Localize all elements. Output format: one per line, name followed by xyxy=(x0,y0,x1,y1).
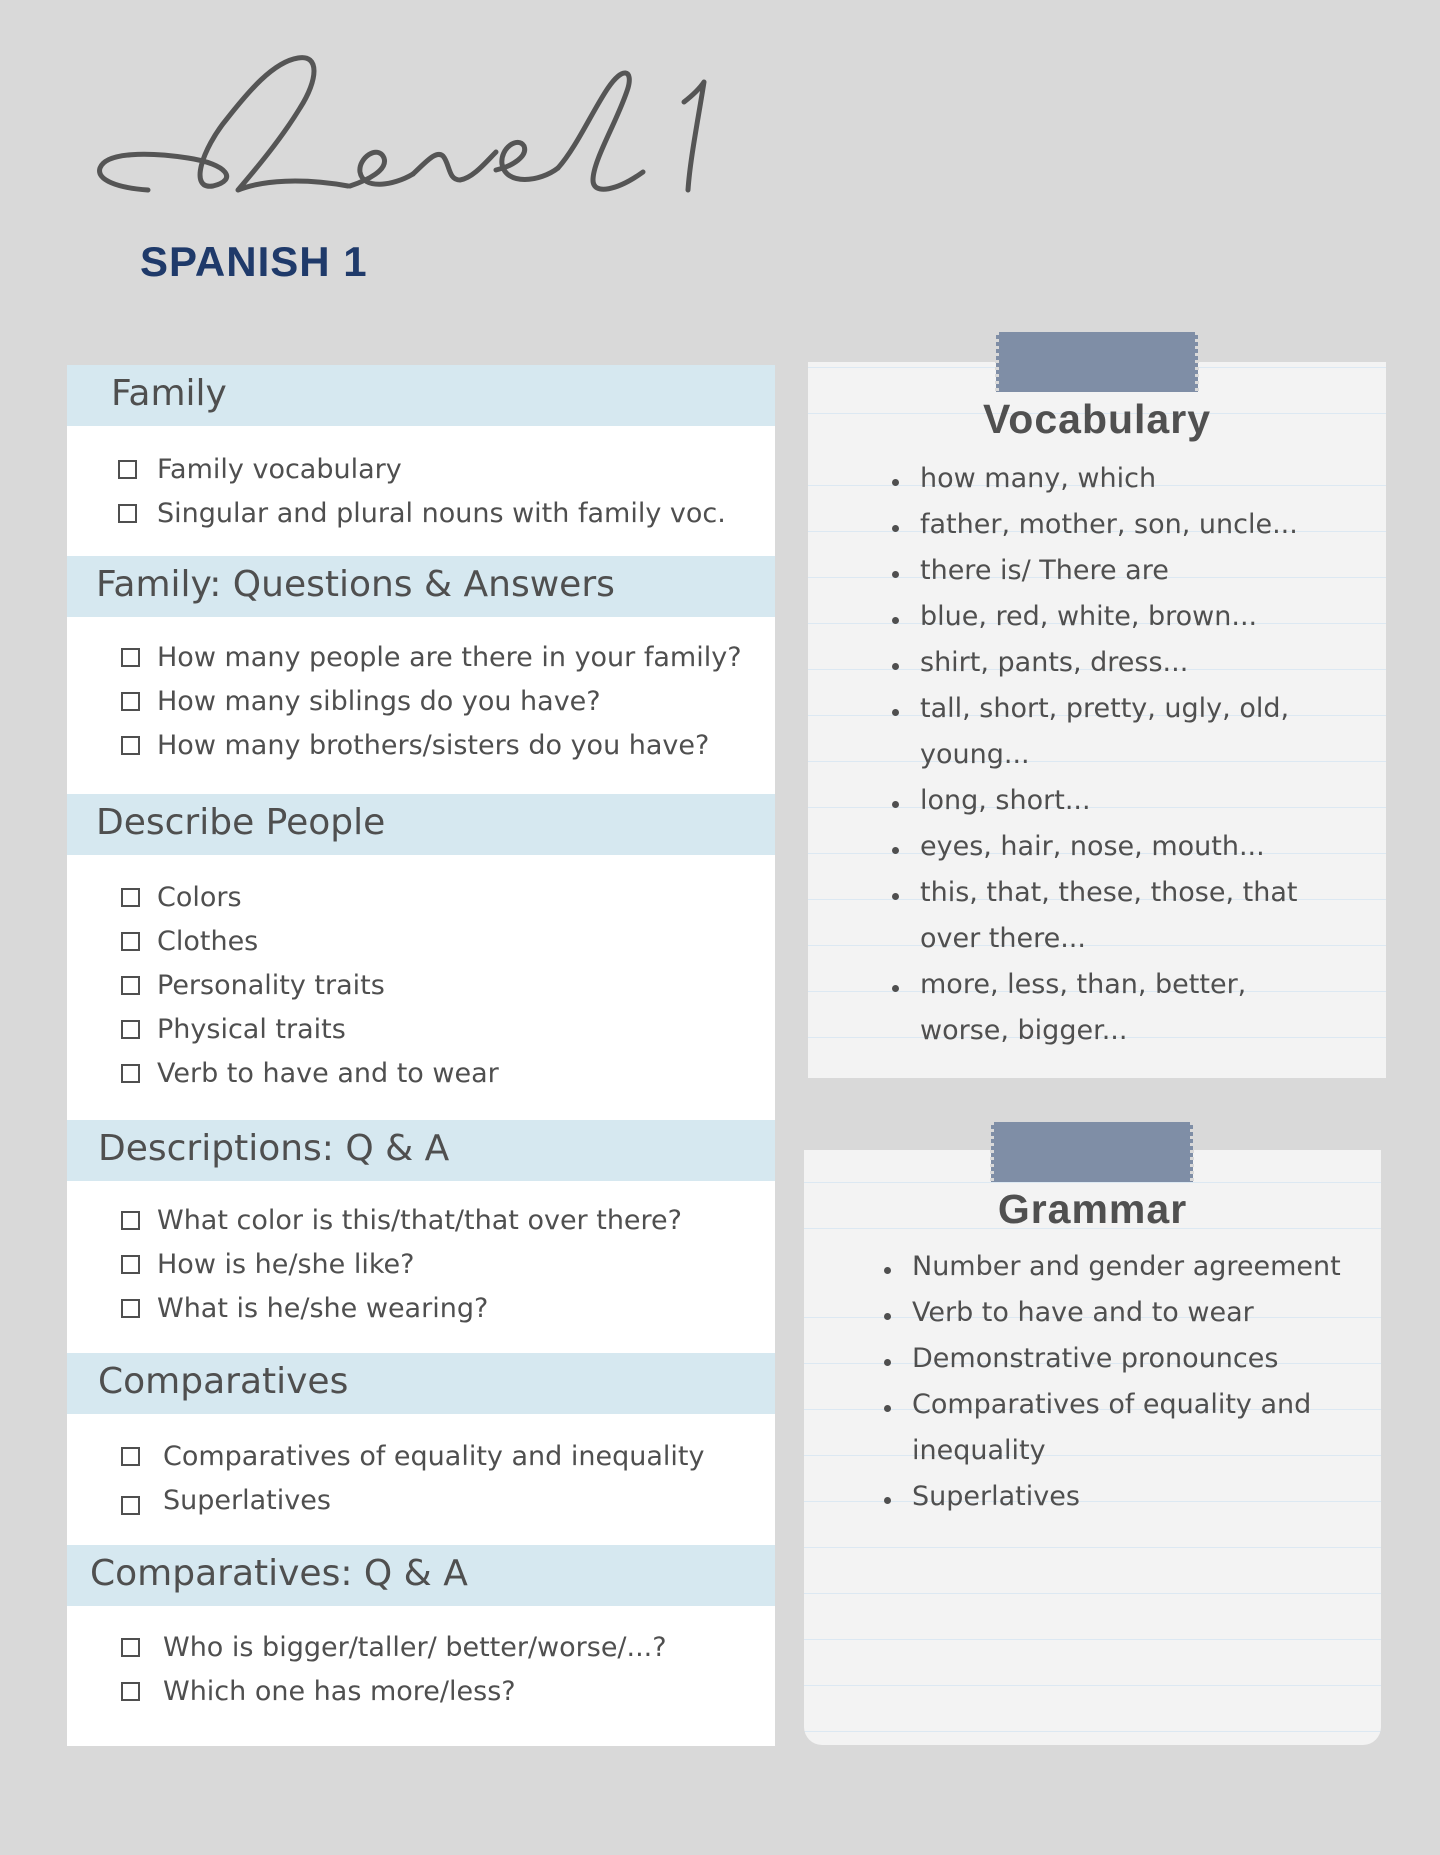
continued-text: inequality xyxy=(912,1435,1046,1466)
checklist-item xyxy=(67,1054,775,1098)
subtitle: SPANISH 1 xyxy=(140,238,368,285)
section-header-comparatives xyxy=(67,1353,775,1414)
section-header-descriptions-qa xyxy=(67,1120,775,1181)
checkbox[interactable] xyxy=(121,1064,140,1083)
item-label: Colors xyxy=(157,882,242,913)
section-header-describe-people xyxy=(67,794,775,855)
section-items-comparatives xyxy=(67,1437,775,1525)
checklist-item xyxy=(67,878,775,922)
vocabulary-item-continued xyxy=(888,1008,1298,1054)
checkbox[interactable] xyxy=(121,1020,140,1039)
section-items-family-qa xyxy=(67,638,775,770)
checklist-item xyxy=(67,922,775,966)
vocabulary-title: Vocabulary xyxy=(983,396,1211,442)
item-label: Singular and plural nouns with family voc. xyxy=(157,498,726,529)
item-label: What color is this/that/that over there? xyxy=(157,1205,682,1236)
vocabulary-item: this, that, these, those, that xyxy=(888,870,1298,916)
checklist-item xyxy=(67,966,775,1010)
checklist-item xyxy=(67,1010,775,1054)
section-header-comparatives-qa xyxy=(67,1545,775,1606)
item-label: Personality traits xyxy=(157,970,385,1001)
section-header-family xyxy=(67,365,775,426)
checkbox[interactable] xyxy=(121,736,140,755)
section-header-family-qa xyxy=(67,556,775,617)
section-items-comparatives-qa xyxy=(67,1628,775,1716)
checkbox[interactable] xyxy=(121,976,140,995)
checkbox[interactable] xyxy=(121,1299,140,1318)
section-items-describe-people xyxy=(67,878,775,1098)
checklist-item xyxy=(67,1481,775,1525)
section-items-family xyxy=(67,450,775,538)
grammar-item: Comparatives of equality and xyxy=(880,1382,1341,1428)
vocabulary-item-continued xyxy=(888,916,1298,962)
checklist-item xyxy=(67,1289,775,1333)
grammar-item: Verb to have and to wear xyxy=(880,1290,1341,1336)
grammar-card xyxy=(804,1150,1381,1745)
checkbox[interactable] xyxy=(118,460,137,479)
section-title: Describe People xyxy=(96,802,386,843)
checklist-item xyxy=(67,1628,775,1672)
vocabulary-item: tall, short, pretty, ugly, old, xyxy=(888,686,1298,732)
tape-strip xyxy=(996,332,1198,392)
item-label: Physical traits xyxy=(157,1014,346,1045)
continued-text: young... xyxy=(920,739,1030,770)
tape-strip xyxy=(991,1122,1193,1182)
vocabulary-card xyxy=(808,362,1386,1078)
checkbox[interactable] xyxy=(118,504,137,523)
checklist-item xyxy=(67,1437,775,1481)
vocabulary-item: how many, which xyxy=(888,456,1298,502)
item-label: Which one has more/less? xyxy=(163,1676,516,1707)
checkbox[interactable] xyxy=(121,888,140,907)
grammar-item: Demonstrative pronounces xyxy=(880,1336,1341,1382)
grammar-title: Grammar xyxy=(997,1186,1188,1232)
vocabulary-item: there is/ There are xyxy=(888,548,1298,594)
checkbox[interactable] xyxy=(121,932,140,951)
item-label: What is he/she wearing? xyxy=(157,1293,489,1324)
section-title: Comparatives: Q & A xyxy=(90,1553,468,1594)
grammar-item-continued xyxy=(880,1428,1341,1474)
section-title: Family xyxy=(111,373,227,414)
item-label: Verb to have and to wear xyxy=(157,1058,499,1089)
item-label: How is he/she like? xyxy=(157,1249,415,1280)
vocabulary-list xyxy=(888,456,1298,1054)
checklist-panel xyxy=(67,365,775,1746)
checkbox[interactable] xyxy=(121,1496,140,1515)
vocabulary-item: father, mother, son, uncle... xyxy=(888,502,1298,548)
continued-text: over there... xyxy=(920,923,1086,954)
item-label: How many siblings do you have? xyxy=(157,686,601,717)
checkbox[interactable] xyxy=(121,648,140,667)
item-label: Clothes xyxy=(157,926,259,957)
checklist-item xyxy=(67,1672,775,1716)
checkbox[interactable] xyxy=(121,1447,140,1466)
checkbox[interactable] xyxy=(121,1211,140,1230)
checklist-item xyxy=(67,726,775,770)
item-label: How many brothers/sisters do you have? xyxy=(157,730,710,761)
item-label: Who is bigger/taller/ better/worse/...? xyxy=(163,1632,667,1663)
checkbox[interactable] xyxy=(121,1638,140,1657)
item-label: Family vocabulary xyxy=(157,454,402,485)
checklist-item xyxy=(67,638,775,682)
level-1-script-title xyxy=(88,40,748,215)
vocabulary-item: blue, red, white, brown... xyxy=(888,594,1298,640)
grammar-item: Number and gender agreement xyxy=(880,1244,1341,1290)
vocabulary-item: eyes, hair, nose, mouth... xyxy=(888,824,1298,870)
section-title: Descriptions: Q & A xyxy=(98,1128,450,1169)
vocabulary-item: long, short... xyxy=(888,778,1298,824)
section-items-descriptions-qa xyxy=(67,1201,775,1333)
checklist-item xyxy=(67,1245,775,1289)
item-label: Superlatives xyxy=(163,1485,331,1516)
checkbox[interactable] xyxy=(121,692,140,711)
vocabulary-item-continued xyxy=(888,732,1298,778)
section-title: Comparatives xyxy=(98,1361,349,1402)
grammar-item: Superlatives xyxy=(880,1474,1341,1520)
section-title: Family: Questions & Answers xyxy=(96,564,615,605)
grammar-list xyxy=(880,1244,1341,1520)
vocabulary-item: shirt, pants, dress... xyxy=(888,640,1298,686)
checklist-item xyxy=(67,450,775,494)
item-label: Comparatives of equality and inequality xyxy=(163,1441,705,1472)
checklist-item xyxy=(67,1201,775,1245)
checkbox[interactable] xyxy=(121,1682,140,1701)
checkbox[interactable] xyxy=(121,1255,140,1274)
continued-text: worse, bigger... xyxy=(920,1015,1128,1046)
checklist-item xyxy=(67,682,775,726)
checklist-item xyxy=(67,494,775,538)
vocabulary-item: more, less, than, better, xyxy=(888,962,1298,1008)
item-label: How many people are there in your family? xyxy=(157,642,742,673)
